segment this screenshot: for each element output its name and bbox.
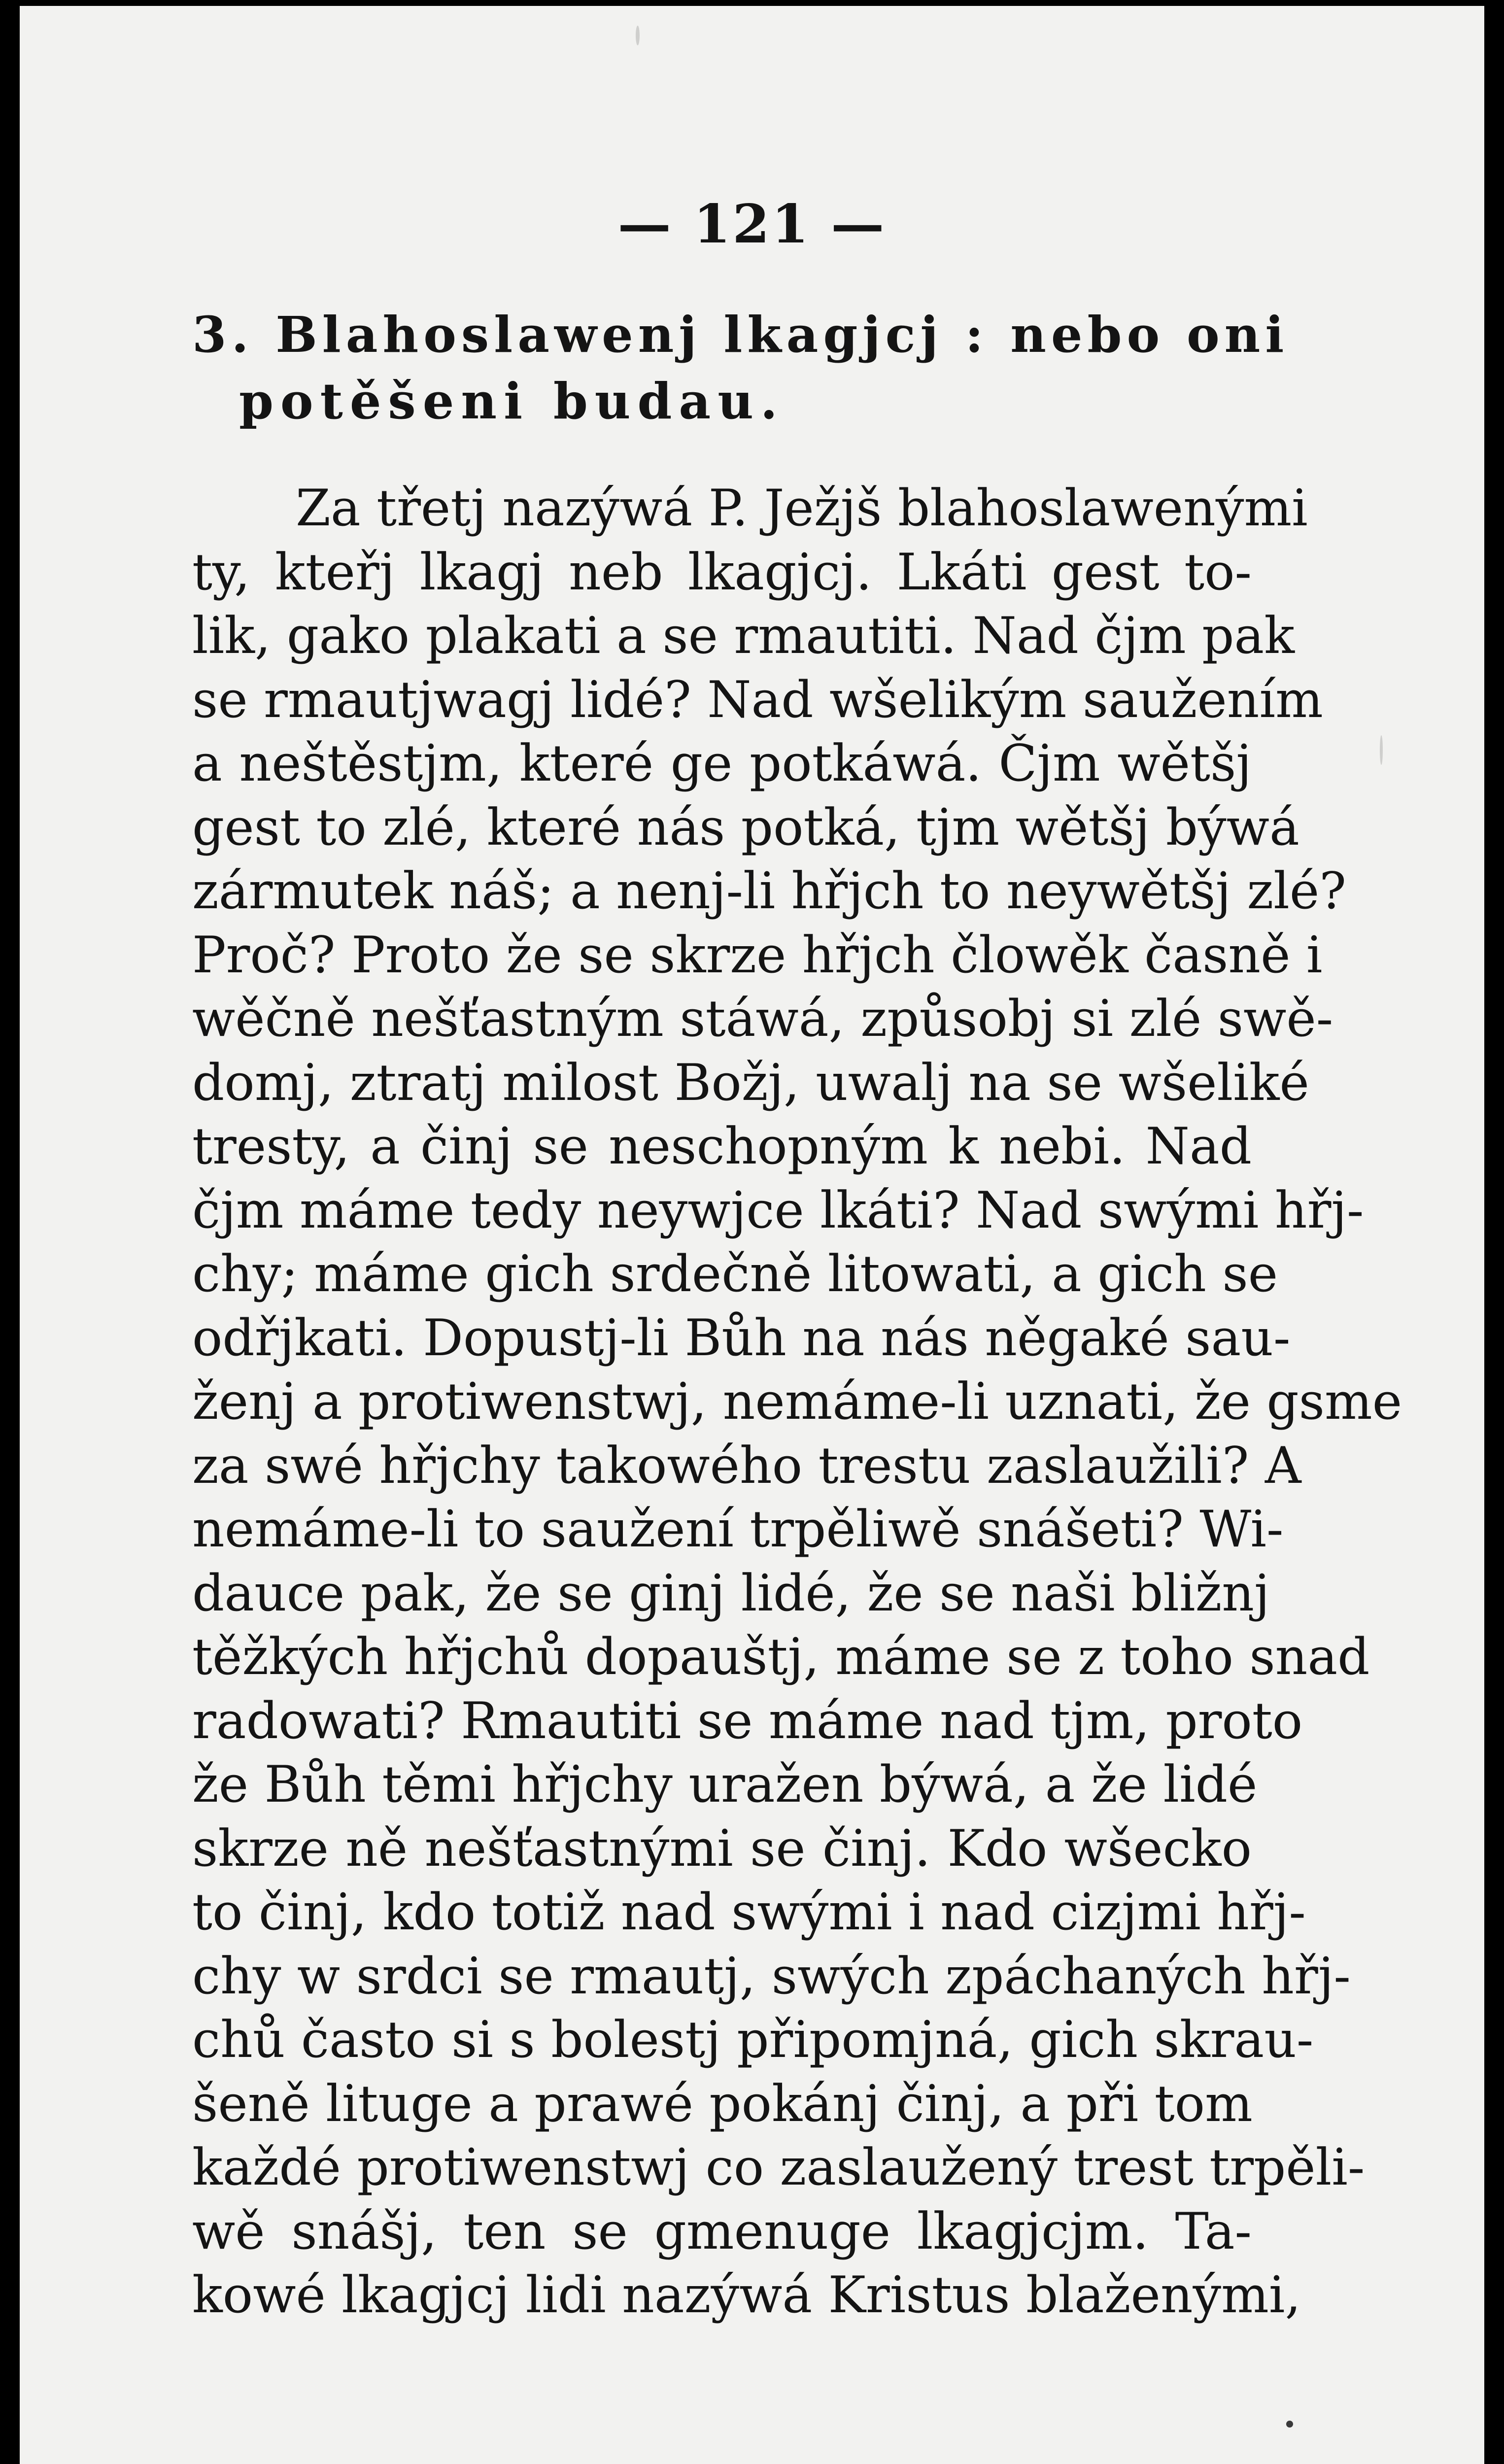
text-line: chy; máme gich srdečně litowati, a gich se [192, 1245, 1278, 1303]
scan-speck [1286, 2421, 1293, 2428]
body-text [192, 477, 1402, 2327]
text-line: zármutek náš; a nenj-li hřjch to neywětšj zlé? [192, 862, 1346, 921]
text-line: nemáme-li to saužení trpěliwě snášeti? Wi- [192, 1500, 1284, 1559]
text-line: chů často si s bolestj připomjná, gich skrau- [192, 2011, 1314, 2069]
text-line: to činj, kdo totiž nad swými i nad cizjmi hřj- [192, 1883, 1306, 1942]
section-title-line: potěšeni budau. [239, 372, 785, 430]
text-line: domj, ztratj milost Božj, uwalj na se wšeliké [192, 1053, 1309, 1112]
text-line: šeně lituge a prawé pokánj činj, a při tom [192, 2074, 1253, 2133]
text-line: Za třetj nazýwá P. Ježjš blahoslawenými [296, 479, 1308, 538]
text-line: a neštěstjm, které ge potkáwá. Čjm wětšj [192, 734, 1252, 793]
scan-speck [1380, 735, 1383, 765]
text-line: se rmautjwagj lidé? Nad wšelikým saužením [192, 670, 1323, 729]
text-line: tresty, a činj se neschopným k nebi. Nad [192, 1117, 1252, 1176]
text-line: wě snášj, ten se gmenuge lkagjcjm. Ta- [192, 2202, 1252, 2261]
text-line: skrze ně nešťastnými se činj. Kdo wšecko [192, 1819, 1252, 1878]
text-line: těžkých hřjchů dopauštj, máme se z toho snad [192, 1628, 1370, 1686]
text-line: čjm máme tedy neywjce lkáti? Nad swými hřj- [192, 1181, 1364, 1240]
text-line: gest to zlé, které nás potká, tjm wětšj býwá [192, 798, 1299, 857]
text-line: Proč? Proto že se skrze hřjch člowěk časně i [192, 925, 1323, 985]
text-line: chy w srdci se rmautj, swých zpáchaných hřj- [192, 1947, 1351, 2006]
text-line: za swé hřjchy takowého trestu zaslaužili? A [192, 1436, 1301, 1495]
text-line: že Bůh těmi hřjchy uražen býwá, a že lidé [192, 1755, 1258, 1814]
text-line: wěčně nešťastným stáwá, způsobj si zlé swě- [192, 990, 1333, 1048]
text-line: ty, kteřj lkagj neb lkagjcj. Lkáti gest to- [192, 543, 1252, 602]
section-title [192, 302, 1289, 435]
page-number-header: — 121 — [617, 193, 887, 255]
scan-speck [636, 26, 640, 45]
section-title-line: 3. Blahoslawenj lkagjcj : nebo oni [192, 306, 1289, 364]
text-line: odřjkati. Dopustj-li Bůh na nás něgaké sau- [192, 1308, 1291, 1368]
text-line: každé protiwenstwj co zaslaužený trest trpěli- [192, 2138, 1365, 2197]
text-line: ženj a protiwenstwj, nemáme-li uznati, že gsme [192, 1372, 1402, 1431]
text-line: radowati? Rmautiti se máme nad tjm, proto [192, 1691, 1303, 1750]
book-page [20, 6, 1484, 2464]
text-line: kowé lkagjcj lidi nazýwá Kristus blaženými, [192, 2266, 1301, 2325]
text-line: lik, gako plakati a se rmautiti. Nad čjm pak [192, 607, 1295, 665]
text-line: dauce pak, že se ginj lidé, že se naši bližnj [192, 1564, 1270, 1623]
